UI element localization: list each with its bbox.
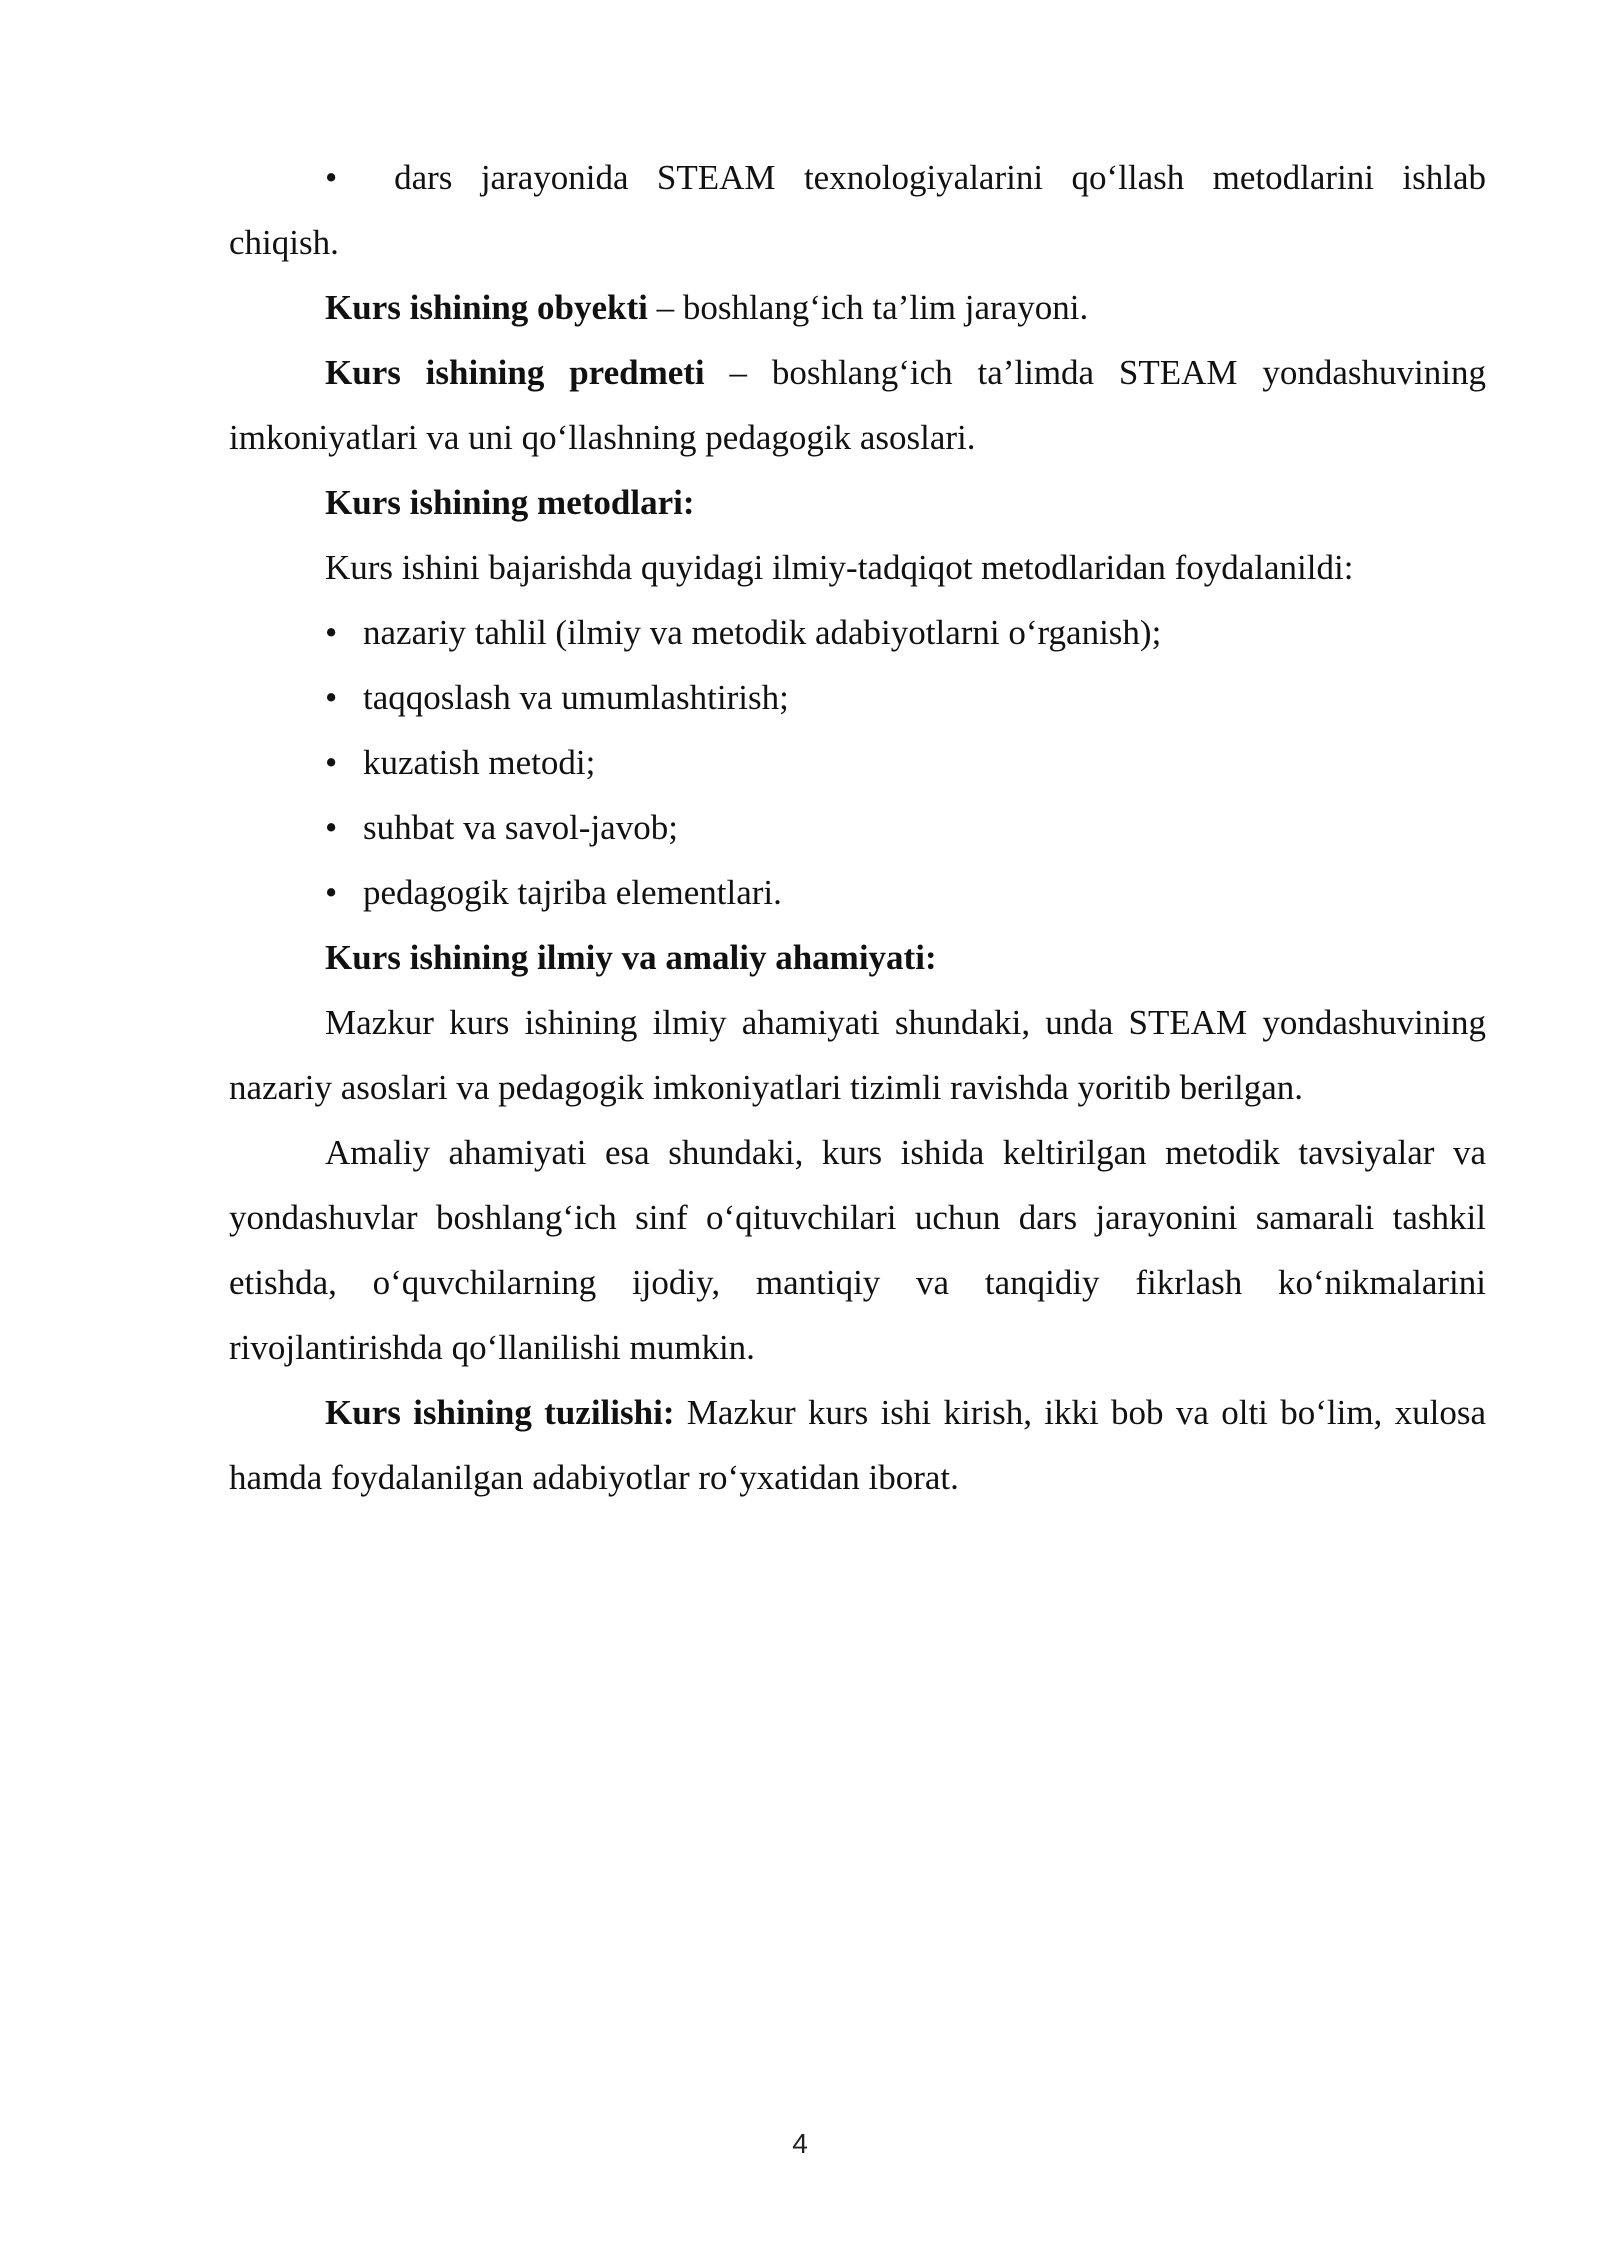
- bullet-dot-icon: •: [325, 613, 338, 652]
- method-item-text: kuzatish metodi;: [363, 743, 596, 782]
- subject-paragraph: [229, 340, 1486, 470]
- structure-paragraph: [229, 1380, 1486, 1510]
- significance-heading: Kurs ishining ilmiy va amaliy ahamiyati:: [325, 938, 937, 977]
- subject-label: Kurs ishining predmeti: [325, 353, 705, 392]
- bullet-dot-icon: •: [325, 678, 338, 717]
- intro-bullet-text-1: dars jarayonida STEAM texnologiyalarini qo‘llash metodlarini ishlab: [394, 158, 1487, 197]
- object-paragraph: [229, 275, 1486, 340]
- bullet-dot-icon: •: [325, 158, 338, 197]
- bullet-dot-icon: •: [325, 743, 338, 782]
- object-label: Kurs ishining obyekti: [325, 288, 648, 327]
- method-item-text: nazariy tahlil (ilmiy va metodik adabiyotlarni o‘rganish);: [363, 613, 1162, 652]
- structure-text: Mazkur kurs ishi kirish, ikki bob va olti bo‘lim, xulosa hamda foydalanilgan adabiyotlar ro‘yxatidan iborat.: [229, 1393, 1487, 1497]
- practical-significance-text: Amaliy ahamiyati esa shundaki, kurs ishida keltirilgan metodik tavsiyalar va yondashuvlar boshlang‘ich sinf o‘qituvchilari uchun dars jarayonini samarali tashkil etishda, o‘quvchilarning ijodiy, mantiqiy va tanqidiy fikrlash ko‘nikmalarini rivojlantirishda qo‘llanilishi mumkin.: [229, 1133, 1486, 1367]
- method-item-text: pedagogik tajriba elementlari.: [363, 873, 782, 912]
- method-item-text: suhbat va savol-javob;: [363, 808, 678, 847]
- methods-intro-text: Kurs ishini bajarishda quyidagi ilmiy-tadqiqot metodlaridan foydalanildi:: [325, 548, 1354, 587]
- list-item: [229, 860, 1486, 925]
- method-item-text: taqqoslash va umumlashtirish;: [363, 678, 789, 717]
- scientific-significance-text: Mazkur kurs ishining ilmiy ahamiyati shundaki, unda STEAM yondashuvining nazariy asoslari va pedagogik imkoniyatlari tizimli ravishda yoritib berilgan.: [229, 1003, 1486, 1107]
- list-item: [229, 795, 1486, 860]
- object-text: – boshlang‘ich ta’lim jarayoni.: [647, 288, 1089, 327]
- methods-heading: Kurs ishining metodlari:: [325, 483, 695, 522]
- intro-bullet-line2: [229, 210, 1486, 275]
- list-item: [229, 730, 1486, 795]
- significance-heading-paragraph: [229, 925, 1486, 990]
- bullet-dot-icon: •: [325, 873, 338, 912]
- list-item: [229, 600, 1486, 665]
- list-item: [229, 665, 1486, 730]
- intro-bullet-line1: [229, 145, 1486, 210]
- page-number: 4: [792, 2128, 808, 2159]
- subject-text: – boshlang‘ich ta’limda STEAM yondashuvining imkoniyatlari va uni qo‘llashning pedagogik asoslari.: [229, 353, 1486, 457]
- structure-label: Kurs ishining tuzilishi:: [325, 1393, 675, 1432]
- page-body: [229, 145, 1486, 1510]
- scientific-significance-paragraph: [229, 990, 1486, 1120]
- bullet-dot-icon: •: [325, 808, 338, 847]
- intro-bullet-text-2: chiqish.: [229, 223, 339, 262]
- practical-significance-paragraph: [229, 1120, 1486, 1380]
- methods-intro: [229, 535, 1486, 600]
- methods-heading-paragraph: [229, 470, 1486, 535]
